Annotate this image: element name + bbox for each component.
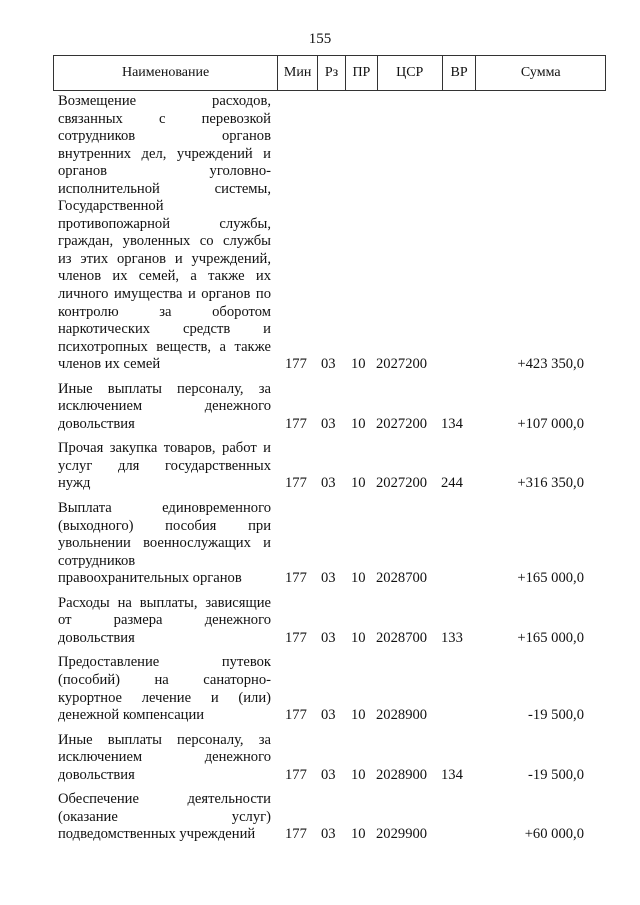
row-name-line: Обеспечение деятельности [58,791,271,808]
row-values [53,826,606,844]
table-row [53,791,606,844]
row-values [53,570,606,588]
row-name-line: Государственной [58,198,164,215]
row-rz: 03 [321,629,336,646]
row-name-line: противопожарной службы, [58,215,271,232]
row-sum: +107 000,0 [517,415,584,432]
row-name-line: исключением денежного [58,749,271,766]
row-name-line: граждан, уволенных со службы [58,233,271,250]
row-min: 177 [285,570,307,587]
row-name-line: внутренних дел, учреждений и [58,145,271,162]
header-csr: ЦСР [377,56,442,90]
row-name-line: из этих органов и учреждений, [58,250,271,267]
row-name-line: (пособий) на санаторно- [58,671,271,688]
row-values [53,630,606,648]
row-sum: +165 000,0 [517,570,584,587]
row-csr: 2027200 [376,475,428,492]
row-values [53,767,606,785]
row-name-line: Иные выплаты персоналу, за [58,380,271,397]
row-name-line: сотрудников [58,552,136,569]
row-values [53,707,606,725]
row-name-line: сотрудников органов [58,128,271,145]
row-sum: +60 000,0 [524,826,584,843]
row-values [53,475,606,493]
row-name-line: довольствия [58,629,135,646]
row-sum: -19 500,0 [528,766,584,783]
row-min: 177 [285,356,307,373]
header-name: Наименование [121,65,210,80]
table-row [53,595,606,648]
table-row [53,654,606,724]
row-csr: 2028700 [376,629,428,646]
row-name-line: Возмещение расходов, [58,93,271,109]
row-rz: 03 [321,570,336,587]
table-row [53,732,606,785]
header-vr: ВР [442,56,476,90]
row-sum: +316 350,0 [517,475,584,492]
row-name-line: подведомственных учреждений [58,826,256,843]
row-rz: 03 [321,475,336,492]
table-row [53,500,606,588]
row-pr: 10 [351,475,366,492]
row-pr: 10 [351,826,366,843]
row-name-line: контролю за оборотом [58,303,271,320]
row-pr: 10 [351,570,366,587]
row-name-line: личного имущества и органов по [58,286,271,303]
row-name [53,93,271,374]
row-name-line: денежной компенсации [58,707,205,724]
row-rz: 03 [321,707,336,724]
row-pr: 10 [351,707,366,724]
row-vr: 134 [441,415,463,432]
row-name-line: Предоставление путевок [58,654,271,671]
row-min: 177 [285,629,307,646]
row-sum: +165 000,0 [517,629,584,646]
row-name-line: (выходного) пособия при [58,517,271,534]
row-pr: 10 [351,766,366,783]
row-name-line: психотропных веществ, а также [58,338,271,355]
row-values [53,416,606,434]
row-vr: 134 [441,766,463,783]
row-csr: 2028700 [376,570,428,587]
table-row [53,381,606,434]
row-name-line: правоохранительных органов [58,570,242,587]
row-name-line: Выплата единовременного [58,500,271,517]
header-pr: ПР [345,56,377,90]
row-name-line: членов их семей, а также их [58,268,271,285]
table-row [53,93,606,374]
row-vr: 133 [441,629,463,646]
row-pr: 10 [351,629,366,646]
row-csr: 2027200 [376,415,428,432]
row-name-line: нужд [58,475,91,492]
header-sum: Сумма [475,56,605,90]
row-pr: 10 [351,356,366,373]
row-name-line: наркотических средств и [58,321,271,338]
row-name-line: органов уголовно- [58,163,271,180]
row-sum: +423 350,0 [517,356,584,373]
row-vr: 244 [441,475,463,492]
row-name-line: довольствия [58,766,135,783]
row-name-line: Иные выплаты персоналу, за [58,731,271,748]
row-name-line: увольнении военнослужащих и [58,535,271,552]
row-csr: 2028900 [376,766,428,783]
row-pr: 10 [351,415,366,432]
row-name-line: исполнительной системы, [58,180,271,197]
row-min: 177 [285,826,307,843]
table-header [53,55,606,91]
row-csr: 2027200 [376,356,428,373]
row-rz: 03 [321,826,336,843]
row-csr: 2028900 [376,707,428,724]
row-values [53,356,606,374]
row-name-line: Прочая закупка товаров, работ и [58,440,271,457]
row-csr: 2029900 [376,826,428,843]
row-rz: 03 [321,415,336,432]
row-rz: 03 [321,356,336,373]
row-min: 177 [285,415,307,432]
table-row [53,440,606,493]
page-number: 155 [308,31,332,47]
row-name-line: Расходы на выплаты, зависящие [58,594,271,611]
table-body [53,93,606,851]
row-sum: -19 500,0 [528,707,584,724]
row-rz: 03 [321,766,336,783]
row-name-line: услуг для государственных [58,457,271,474]
row-name-line: курортное лечение и (или) [58,689,271,706]
row-name-line: от размера денежного [58,612,271,629]
row-name-line: довольствия [58,415,135,432]
row-min: 177 [285,766,307,783]
row-min: 177 [285,707,307,724]
row-name-line: членов их семей [58,356,161,373]
row-name-line: связанных с перевозкой [58,110,271,127]
header-rz: Рз [317,56,345,90]
row-min: 177 [285,475,307,492]
header-min: Мин [277,56,317,90]
row-name-line: исключением денежного [58,398,271,415]
row-name-line: (оказание услуг) [58,808,271,825]
